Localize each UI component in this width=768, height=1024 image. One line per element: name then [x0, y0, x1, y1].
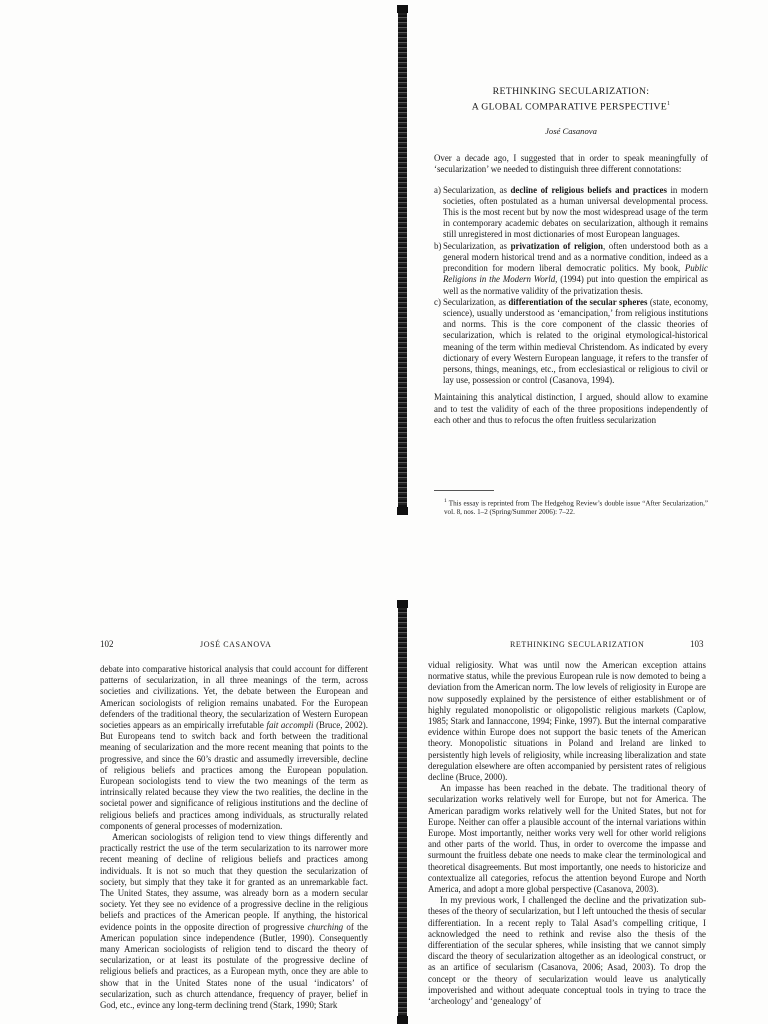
list-item-lead: Secularization, as: [443, 240, 511, 251]
list-item-label: c): [434, 296, 441, 307]
list-item-text: in modern societies, often postulated as a human universal developmental process. This is the most recent but by now the most widespread usage of the term in contemporary academic debates on secularization, although it remains still unregistered in most dictionaries of most European languages.: [443, 184, 709, 240]
title-footnote-mark: 1: [667, 101, 671, 107]
italic-phrase: churching: [307, 921, 344, 932]
list-item-lead: Secularization, as: [443, 296, 509, 307]
body-paragraph: An impasse has been reached in the debate. The traditional theory of secularization works relatively well for Europe, but not for America. The American paradigm works relatively well for the United States, but not for Europe. Neither can offer a plausible account of the internal variations within Europe. Most importantly, neither works very well for other world religions and other parts of the world. Thus, in order to overcome the impasse and surmount the fruitless debate one needs to make clear the terminological and theoretical disagreements. But most importantly, one needs to historicize and contextualize all categories, refocus the attention beyond Europe and North America, and adopt a more global perspective (Casanova, 2003).: [428, 783, 706, 895]
page-number-right: 103: [690, 639, 704, 649]
intro-paragraph: Over a decade ago, I suggested that in order to speak meaningfully of ‘secularization’ we needed to distinguish three different connotations:: [434, 153, 708, 175]
paragraph-text: debate into comparative historical analysis that could account for different patterns of secularization, in all three meanings of the term, across societies and civilizations. Yet, the debate between the European and American sociologists of religion remains unabated. For the European defenders of the traditional theory, the secularization of Western European societies appears as an empirically irrefutable: [100, 664, 368, 731]
left-page-body: [100, 664, 368, 1011]
list-item-lead: Secularization, as: [443, 184, 511, 195]
body-paragraph: [100, 832, 368, 1011]
paragraph-text: American sociologists of religion tend to view things differently and practically restrict the use of the term secularization to its narrower more recent meaning of decline of religious beliefs and practices among individuals. It is not so much that they question the secularization of society, but simply that they take it for granted as an unremarkable fact. The United States, they assume, was already born as a modern secular society. Yet they see no evidence of a progressive decline in the religious beliefs and practices of the American people. If anything, the historical evidence points in the opposite direction of progressive: [100, 832, 368, 932]
footnote-rule: [434, 490, 494, 491]
title-line-2: A GLOBAL COMPARATIVE PERSPECTIVE: [471, 101, 667, 113]
closing-paragraph: Maintaining this analytical distinction, I argued, should allow to examine and to test the validity of each of the three propositions independently of each other and thus to refocus the often fruitless secularization: [434, 392, 708, 425]
essay-title: [434, 86, 708, 113]
title-page-column: [434, 86, 708, 426]
list-item-text: (1994) put into question the empirical as well as the normative validity of the privatization thesis.: [443, 274, 708, 296]
binding-gutter-top: [398, 5, 407, 515]
list-item-label: b): [434, 240, 442, 251]
page-number-left: 102: [100, 639, 114, 649]
running-head-left: JOSÉ CASANOVA: [200, 640, 272, 649]
list-item-label: a): [434, 184, 441, 195]
binding-gutter-bottom: [398, 600, 407, 1024]
running-head-right: RETHINKING SECULARIZATION: [510, 640, 645, 649]
title-line-1: RETHINKING SECULARIZATION:: [492, 86, 650, 97]
list-item: [434, 185, 708, 241]
body-paragraph: [100, 664, 368, 832]
list-item-text: , often understood both as a general modern historical trend and as a normative condition, indeed as a precondition for modern liberal democratic politics. My book,: [443, 240, 708, 274]
book-title: Public Religions in the Modern World,: [443, 263, 708, 285]
paragraph-text: of the American population since independence (Butler, 1990). Consequently many American sociologists of religion tend to discard the theory of secularization, or at least its postulate of the progressive decline of religious beliefs and practices, as a European myth, once they are able to show that in the United States none of the usual ‘indicators’ of secularization, such as church attendance, frequency of prayer, belief in God, etc., evince any long-term declining trend (Stark, 1990; Stark: [100, 921, 368, 1011]
list-item: [434, 241, 708, 297]
italic-phrase: fait accompli: [266, 720, 314, 731]
footnote-text: This essay is reprinted from The Hedgehog Review’s double issue “After Secularization,” vol. 8, nos. 1–2 (Spring/Summer 2006): 7–22.: [444, 499, 708, 517]
list-item-term: privatization of religion: [510, 240, 603, 251]
body-paragraph: vidual religiosity. What was until now the American exception attains normative status, while the previous European rule is now demoted to being a deviation from the American norm. The low levels of religiosity in Europe are now supposedly explained by the persistence of either establishment or of highly regulated monopolistic or oligopolistic religious markets (Caplow, 1985; Stark and Iannaccone, 1994; Finke, 1997). But the internal comparative evidence within Europe does not support the basic tenets of the American theory. Monopolistic situations in Poland and Ireland are linked to persistently high levels of religiosity, while increasing liberalization and state deregulation elsewhere are often accompanied by persistent rates of religious decline (Bruce, 2000).: [428, 660, 706, 783]
list-item-term: decline of religious beliefs and practices: [510, 184, 667, 195]
footnote: [434, 490, 708, 517]
paragraph-text: (Bruce, 2002). But Europeans tend to switch back and forth between the traditional meaning of secularization and the more recent meaning that points to the progressive, and since the 60’s drastic and assumedly irreversible, decline of religious beliefs and practices among the European population. European sociologists tend to view the two meanings of the term as intrinsically related because they view the two realities, the decline in the societal power and significance of religious institutions and the decline of religious beliefs and practices among individuals, as structurally related components of general processes of modernization.: [100, 720, 368, 831]
connotations-list: [434, 185, 708, 387]
list-item: [434, 297, 708, 387]
right-page-body: [428, 660, 706, 1007]
list-item-text: (state, economy, science), usually understood as ‘emancipation,’ from religious institutions and norms. This is the core component of the classic theories of secularization, which is related to the original etymological-historical meaning of the term within medieval Christendom. As indicated by every dictionary of every Western European language, it refers to the transfer of persons, things, meanings, etc., from ecclesiastical or religious to civil or lay use, possession or control (Casanova, 1994).: [443, 296, 709, 386]
body-paragraph: In my previous work, I challenged the decline and the privatization sub-theses of the theory of secularization, but I left untouched the thesis of secular differentiation. In a recent reply to Talal Asad’s compelling critique, I acknowledged the need to rethink and revise also the thesis of the differentiation of the secular spheres, while insisting that we cannot simply discard the theory of secularization altogether as an ideological construct, or as an artifice of secularism (Casanova, 2006; Asad, 2003). To drop the concept or the theory of secularization would leave us analytically impoverished and without adequate conceptual tools in trying to trace the ‘archeology’ and ‘genealogy’ of: [428, 895, 706, 1007]
footnote-mark: 1: [444, 498, 447, 504]
list-item-term: differentiation of the secular spheres: [508, 296, 648, 307]
author-name: José Casanova: [545, 126, 597, 137]
